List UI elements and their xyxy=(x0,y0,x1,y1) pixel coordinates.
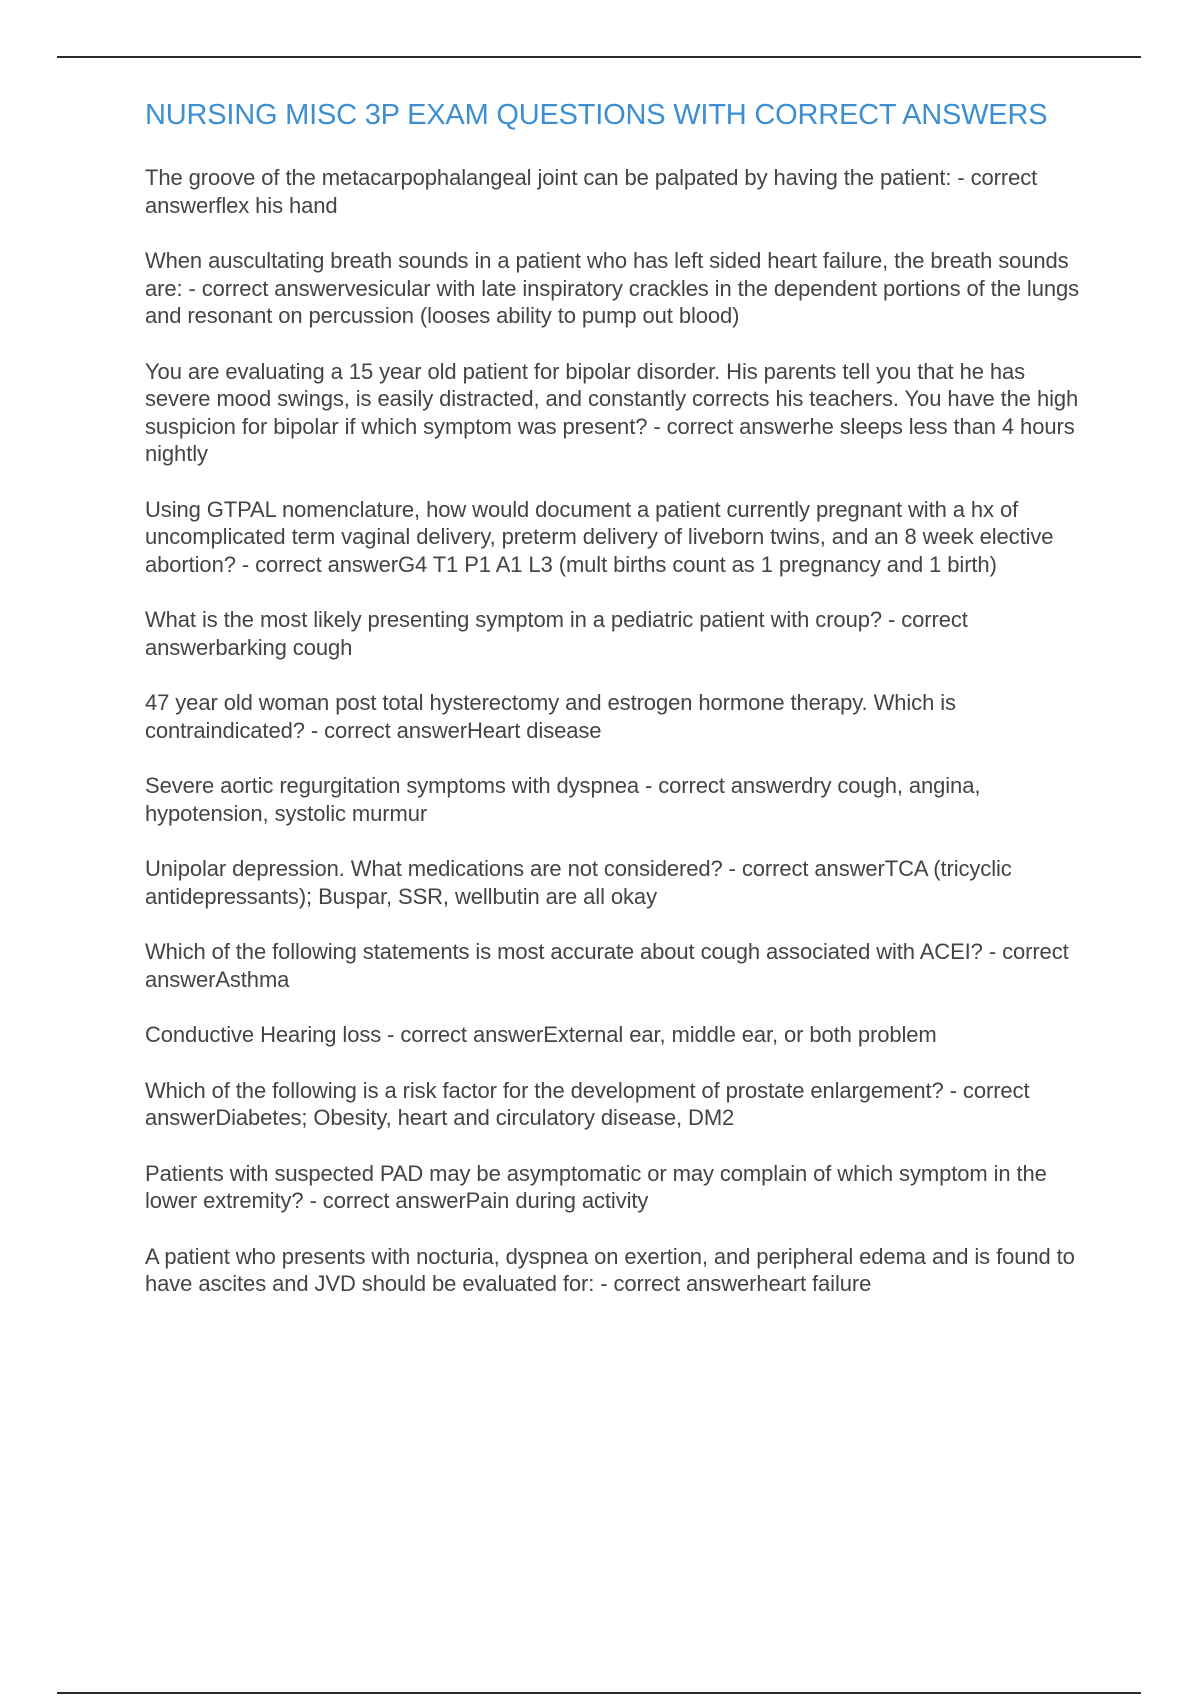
document-title: NURSING MISC 3P EXAM QUESTIONS WITH CORRECT ANSWERS xyxy=(145,99,1048,131)
qa-item: 47 year old woman post total hysterectomy and estrogen hormone therapy. Which is contraindicated? - correct answerHeart disease xyxy=(145,690,956,743)
header-rule xyxy=(57,56,1141,58)
qa-item: Conductive Hearing loss - correct answerExternal ear, middle ear, or both problem xyxy=(145,1022,937,1047)
qa-item: A patient who presents with nocturia, dyspnea on exertion, and peripheral edema and is found to have ascites and JVD should be evaluated for: - correct answerheart failure xyxy=(145,1243,1075,1296)
qa-item: What is the most likely presenting symptom in a pediatric patient with croup? - correct answerbarking cough xyxy=(145,607,968,660)
qa-item: Which of the following is a risk factor for the development of prostate enlargement? - correct answerDiabetes; Obesity, heart and circulatory disease, DM2 xyxy=(145,1077,1030,1130)
qa-item: When auscultating breath sounds in a patient who has left sided heart failure, the breath sounds are: - correct answervesicular with late inspiratory crackles in the dependent portions of the lungs and resonant on percussion (looses ability to pump out blood) xyxy=(145,248,1080,328)
qa-item: Severe aortic regurgitation symptoms with dyspnea - correct answerdry cough, angina, hypotension, systolic murmur xyxy=(145,773,981,826)
qa-item: The groove of the metacarpophalangeal joint can be palpated by having the patient: - correct answerflex his hand xyxy=(145,165,1038,218)
qa-item: Using GTPAL nomenclature, how would document a patient currently pregnant with a hx of uncomplicated term vaginal delivery, preterm delivery of liveborn twins, and an 8 week elective abortion? - correct answerG4 T1 P1 A1 L3 (mult births count as 1 pregnancy and 1 birth) xyxy=(145,496,1054,577)
qa-item: Patients with suspected PAD may be asymptomatic or may complain of which symptom in the lower extremity? - correct answerPain during activity xyxy=(145,1160,1047,1213)
footer-rule xyxy=(57,1692,1141,1694)
qa-item: Unipolar depression. What medications are not considered? - correct answerTCA (tricyclic antidepressants); Buspar, SSR, wellbutin are all okay xyxy=(145,856,1012,909)
qa-item: Which of the following statements is most accurate about cough associated with ACEI? - correct answerAsthma xyxy=(145,939,1069,992)
qa-item: You are evaluating a 15 year old patient for bipolar disorder. His parents tell you that he has severe mood swings, is easily distracted, and constantly corrects his teachers. You have the high suspicion for bipolar if which symptom was present? - correct answerhe sleeps less than 4 hours nightly xyxy=(145,358,1079,466)
document-body xyxy=(145,98,1090,1326)
